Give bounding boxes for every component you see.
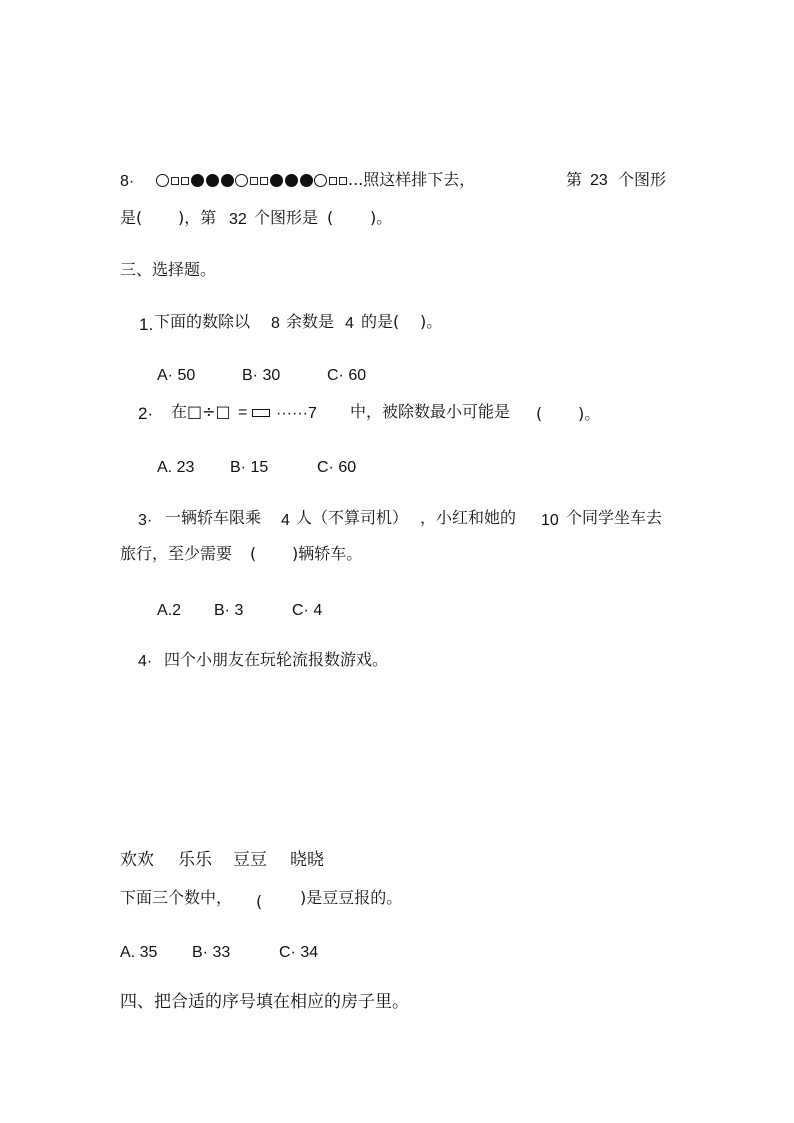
filled-circle-icon <box>270 174 283 187</box>
filled-circle-icon <box>191 174 204 187</box>
child-name-doudou: 豆豆 <box>233 850 267 870</box>
q8-part-b: 个图形 <box>618 170 667 189</box>
choice-3-line2-a: 旅行，至少需要 <box>120 544 233 563</box>
filled-circle-icon <box>285 174 298 187</box>
choice-2-paren-open: ( <box>536 404 543 423</box>
choice-1-number: 1. <box>139 315 154 334</box>
choice-3-line2-b: ( <box>250 544 257 563</box>
square-icon <box>250 177 258 185</box>
choice-1-option-b: B· 30 <box>242 367 281 384</box>
choice-4-q-a: 下面三个数中， <box>120 888 233 907</box>
choice-1-text-a: 下面的数除以 <box>154 312 251 331</box>
choice-1-n2: 4 <box>345 315 354 332</box>
choice-3-text-c: ，小红和她的 <box>420 508 517 527</box>
choice-3-n2: 10 <box>541 512 559 529</box>
q8-number: 8· <box>120 173 135 190</box>
child-name-xiaoxiao: 晓晓 <box>290 850 324 870</box>
q8-pos2: 32 <box>229 211 247 228</box>
choice-1-text-c: 的是( <box>361 312 400 331</box>
choice-1-n1: 8 <box>271 315 280 332</box>
choice-4-option-a: A. 35 <box>120 944 158 961</box>
square-icon <box>171 177 179 185</box>
choice-2-eq: = <box>238 404 248 421</box>
square-icon <box>260 177 268 185</box>
circle-outline-icon <box>235 174 248 187</box>
choice-2-text-a: 在□÷□ <box>171 402 231 421</box>
q8-line2-b: )，第 <box>178 208 217 227</box>
choice-3-text-d: 个同学坐车去 <box>566 508 663 527</box>
choice-2-text-b: 中，被除数最小可能是 <box>350 402 511 421</box>
choice-4-q-b: ( <box>256 892 263 911</box>
choice-1-option-a: A· 50 <box>157 367 196 384</box>
square-icon <box>329 177 337 185</box>
filled-circle-icon <box>300 174 313 187</box>
blank-box-icon <box>252 409 270 417</box>
choice-3-number: 3· <box>138 512 153 529</box>
q8-part-a: 第 <box>566 170 583 189</box>
choice-3-option-c: C· 4 <box>292 602 323 619</box>
choice-2-option-a: A. 23 <box>157 459 195 476</box>
q8-line2-d: ( <box>327 208 334 227</box>
q8-line2-e: )。 <box>370 208 393 227</box>
choice-1-option-c: C· 60 <box>327 367 367 384</box>
choice-3-option-a: A.2 <box>157 602 182 619</box>
choice-4-option-c: C· 34 <box>279 944 319 961</box>
square-icon <box>181 177 189 185</box>
q8-line2-c: 个图形是 <box>254 208 319 227</box>
circle-outline-icon <box>156 174 169 187</box>
choice-1-text-b: 余数是 <box>286 312 335 331</box>
section-3-title: 三、选择题。 <box>120 260 217 279</box>
q8-pos1: 23 <box>590 172 608 189</box>
q8-shape-sequence <box>156 170 475 190</box>
q8-sequence-text: ...照这样排下去， <box>348 170 476 189</box>
choice-2-option-b: B· 15 <box>230 459 269 476</box>
choice-2-number: 2· <box>138 404 154 423</box>
choice-3-option-b: B· 3 <box>214 602 244 619</box>
choice-2-option-c: C· 60 <box>317 459 357 476</box>
choice-3-text-a: 一辆轿车限乘 <box>165 508 262 527</box>
section-4-title: 四、把合适的序号填在相应的房子里。 <box>120 992 409 1012</box>
choice-3-n1: 4 <box>281 512 290 529</box>
choice-4-text: 四个小朋友在玩轮流报数游戏。 <box>164 650 389 669</box>
q8-line2-a: 是( <box>120 208 143 227</box>
choice-2-box <box>252 402 270 422</box>
choice-1-text-d: )。 <box>420 312 443 331</box>
filled-circle-icon <box>206 174 219 187</box>
child-name-huanhuan: 欢欢 <box>120 850 154 870</box>
choice-4-q-c: )是豆豆报的。 <box>300 888 403 907</box>
choice-3-text-b: 人（不算司机） <box>296 508 409 527</box>
choice-2-dashes: ······7 <box>276 405 317 422</box>
child-name-lele: 乐乐 <box>178 850 212 870</box>
circle-outline-icon <box>314 174 327 187</box>
choice-2-paren-close: )。 <box>578 404 601 423</box>
square-icon <box>339 177 347 185</box>
choice-4-number: 4· <box>138 653 153 670</box>
choice-4-option-b: B· 33 <box>192 944 231 961</box>
filled-circle-icon <box>221 174 234 187</box>
choice-3-line2-c: )辆轿车。 <box>292 544 363 563</box>
